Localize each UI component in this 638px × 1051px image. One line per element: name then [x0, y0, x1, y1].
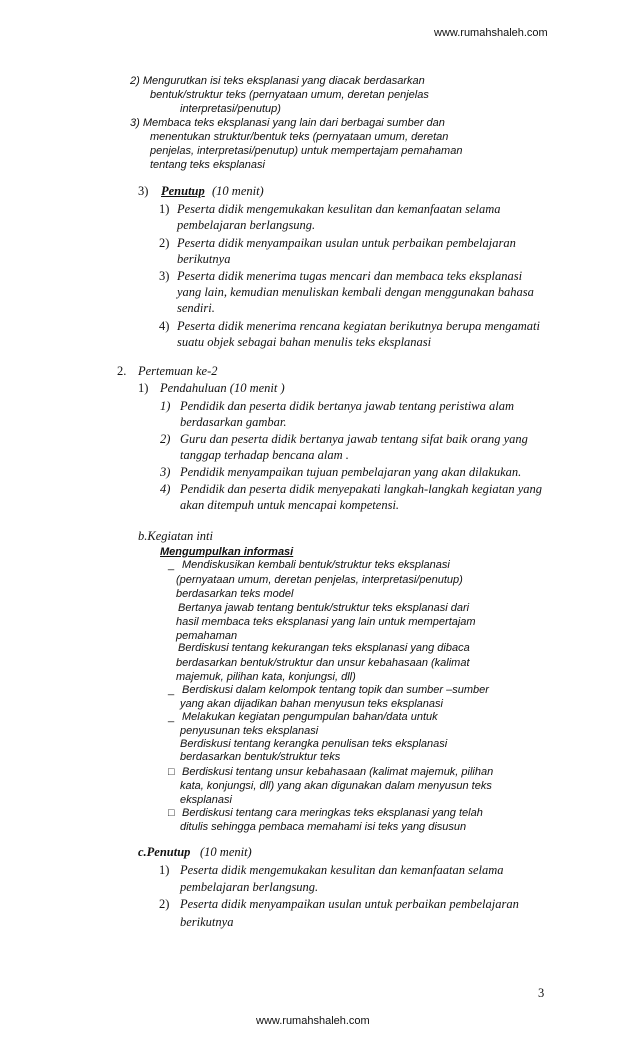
- pendahuluan-number: 1): [138, 381, 149, 395]
- pendahuluan-item-3-line-1: Pendidik menyampaikan tujuan pembelajaran yang akan dilakukan.: [180, 465, 522, 479]
- inti-line-14: Berdiskusi tentang kerangka penulisan teks eksplanasi: [180, 738, 448, 750]
- inti-line-19: □ Berdiskusi tentang cara meringkas teks eksplanasi yang telah: [168, 807, 483, 819]
- dash-bullet: _: [168, 559, 175, 571]
- penutup-2-item-1-line-1: Peserta didik mengemukakan kesulitan dan kemanfaatan selama: [180, 863, 504, 877]
- penutup-item-1-number: 1): [159, 202, 170, 216]
- penutup-2-duration: (10 menit): [200, 845, 252, 859]
- inti-line-6: pemahaman: [176, 630, 238, 642]
- inti-line-15: berdasarkan bentuk/struktur teks: [180, 751, 341, 763]
- penutup-item-3-line-3: sendiri.: [177, 301, 215, 315]
- pertemuan-title: Pertemuan ke-2: [138, 364, 218, 378]
- header-url: www.rumahshaleh.com: [434, 27, 548, 39]
- penutup-item-2-number: 2): [159, 236, 170, 250]
- pendahuluan-item-4-line-1: Pendidik dan peserta didik menyepakati langkah-langkah kegiatan yang: [180, 482, 543, 496]
- pendahuluan-item-1-number: 1): [160, 399, 171, 413]
- dash-bullet: _: [168, 711, 175, 723]
- penutup-item-2-line-2: berikutnya: [177, 252, 231, 266]
- penutup-2-item-2-line-2: berikutnya: [180, 915, 234, 929]
- pendahuluan-item-3-number: 3): [160, 465, 171, 479]
- inti-line-1: _ Mendiskusikan kembali bentuk/struktur teks eksplanasi: [168, 559, 450, 571]
- inti-line-18: eksplanasi: [180, 794, 232, 806]
- inti-line-17: kata, konjungsi, dll) yang akan digunakan dalam menyusun teks: [180, 780, 492, 792]
- list-item-2-line-2: bentuk/struktur teks (pernyataan umum, deretan penjelas: [150, 89, 429, 101]
- checkbox-bullet-icon: □: [168, 807, 175, 819]
- inti-line-5: hasil membaca teks eksplanasi yang lain untuk mempertajam: [176, 616, 476, 628]
- inti-line-4: Bertanya jawab tentang bentuk/struktur teks eksplanasi dari: [178, 602, 470, 614]
- penutup-item-3-line-2: yang lain, kemudian menuliskan kembali dengan menggunakan bahasa: [177, 285, 534, 299]
- penutup-number: 3): [138, 184, 149, 198]
- pendahuluan-item-2-line-2: tanggap terhadap bencana alam .: [180, 448, 349, 462]
- pendahuluan-title: Pendahuluan (10 menit ): [160, 381, 285, 395]
- penutup-2-item-1-number: 1): [159, 863, 170, 877]
- penutup-item-4-line-1: Peserta didik menerima rencana kegiatan berikutnya berupa mengamati: [177, 319, 540, 333]
- pendahuluan-item-2-number: 2): [160, 432, 171, 446]
- checkbox-bullet-icon: □: [168, 766, 175, 778]
- list-item-3-line-1: 3) Membaca teks eksplanasi yang lain dari berbagai sumber dan: [130, 117, 445, 129]
- penutup-item-2-line-1: Peserta didik menyampaikan usulan untuk perbaikan pembelajaran: [177, 236, 516, 250]
- inti-line-11: yang akan dijadikan bahan menyusun teks eksplanasi: [180, 698, 443, 710]
- penutup-item-1-line-2: pembelajaran berlangsung.: [177, 218, 316, 232]
- pendahuluan-item-1-line-2: berdasarkan gambar.: [180, 415, 287, 429]
- list-item-2-line-1: 2) Mengurutkan isi teks eksplanasi yang diacak berdasarkan: [130, 75, 425, 87]
- penutup-duration: (10 menit): [212, 184, 264, 198]
- penutup-item-1-line-1: Peserta didik mengemukakan kesulitan dan kemanfaatan selama: [177, 202, 501, 216]
- penutup-item-4-line-2: suatu objek sebagai bahan menulis teks eksplanasi: [177, 335, 432, 349]
- kegiatan-inti-heading: b.Kegiatan inti: [138, 529, 213, 543]
- inti-line-10: _ Berdiskusi dalam kelompok tentang topik dan sumber –sumber: [168, 684, 489, 696]
- page-number: 3: [538, 986, 545, 1000]
- list-item-3-line-2: menentukan struktur/bentuk teks (pernyataan umum, deretan: [150, 131, 449, 143]
- penutup-title: Penutup: [161, 184, 205, 198]
- penutup-item-3-number: 3): [159, 269, 170, 283]
- penutup-2-item-2-number: 2): [159, 897, 170, 911]
- penutup-2-item-2-line-1: Peserta didik menyampaikan usulan untuk perbaikan pembelajaran: [180, 897, 519, 911]
- mengumpulkan-informasi-heading: Mengumpulkan informasi: [160, 546, 294, 558]
- penutup-item-4-number: 4): [159, 319, 170, 333]
- inti-line-12: _ Melakukan kegiatan pengumpulan bahan/data untuk: [168, 711, 438, 723]
- penutup-item-3-line-1: Peserta didik menerima tugas mencari dan membaca teks eksplanasi: [177, 269, 523, 283]
- inti-line-3: berdasarkan teks model: [176, 588, 294, 600]
- dash-bullet: _: [168, 684, 175, 696]
- pertemuan-number: 2.: [117, 364, 127, 378]
- list-item-3-line-3: penjelas, interpretasi/penutup) untuk mempertajam pemahaman: [150, 145, 463, 157]
- inti-line-16: □ Berdiskusi tentang unsur kebahasaan (kalimat majemuk, pilihan: [168, 766, 494, 778]
- inti-line-7: Berdiskusi tentang kekurangan teks eksplanasi yang dibaca: [178, 642, 470, 654]
- pendahuluan-item-4-number: 4): [160, 482, 171, 496]
- inti-line-2: (pernyataan umum, deretan penjelas, interpretasi/penutup): [176, 574, 463, 586]
- inti-line-20: ditulis sehingga pembaca memahami isi teks yang disusun: [180, 821, 467, 833]
- inti-line-9: majemuk, pilihan kata, konjungsi, dll): [176, 671, 356, 683]
- list-item-3-line-4: tentang teks eksplanasi: [150, 159, 265, 171]
- penutup-2-item-1-line-2: pembelajaran berlangsung.: [180, 880, 319, 894]
- list-item-2-line-3: interpretasi/penutup): [180, 103, 281, 115]
- footer-url: www.rumahshaleh.com: [256, 1015, 370, 1027]
- penutup-2-heading: c.Penutup: [138, 845, 191, 859]
- pendahuluan-item-4-line-2: akan ditempuh untuk mencapai kompetensi.: [180, 498, 400, 512]
- pendahuluan-item-1-line-1: Pendidik dan peserta didik bertanya jawab tentang peristiwa alam: [180, 399, 514, 413]
- pendahuluan-item-2-line-1: Guru dan peserta didik bertanya jawab tentang sifat baik orang yang: [180, 432, 528, 446]
- inti-line-8: berdasarkan bentuk/struktur dan unsur kebahasaan (kalimat: [176, 657, 470, 669]
- inti-line-13: penyusunan teks eksplanasi: [180, 725, 319, 737]
